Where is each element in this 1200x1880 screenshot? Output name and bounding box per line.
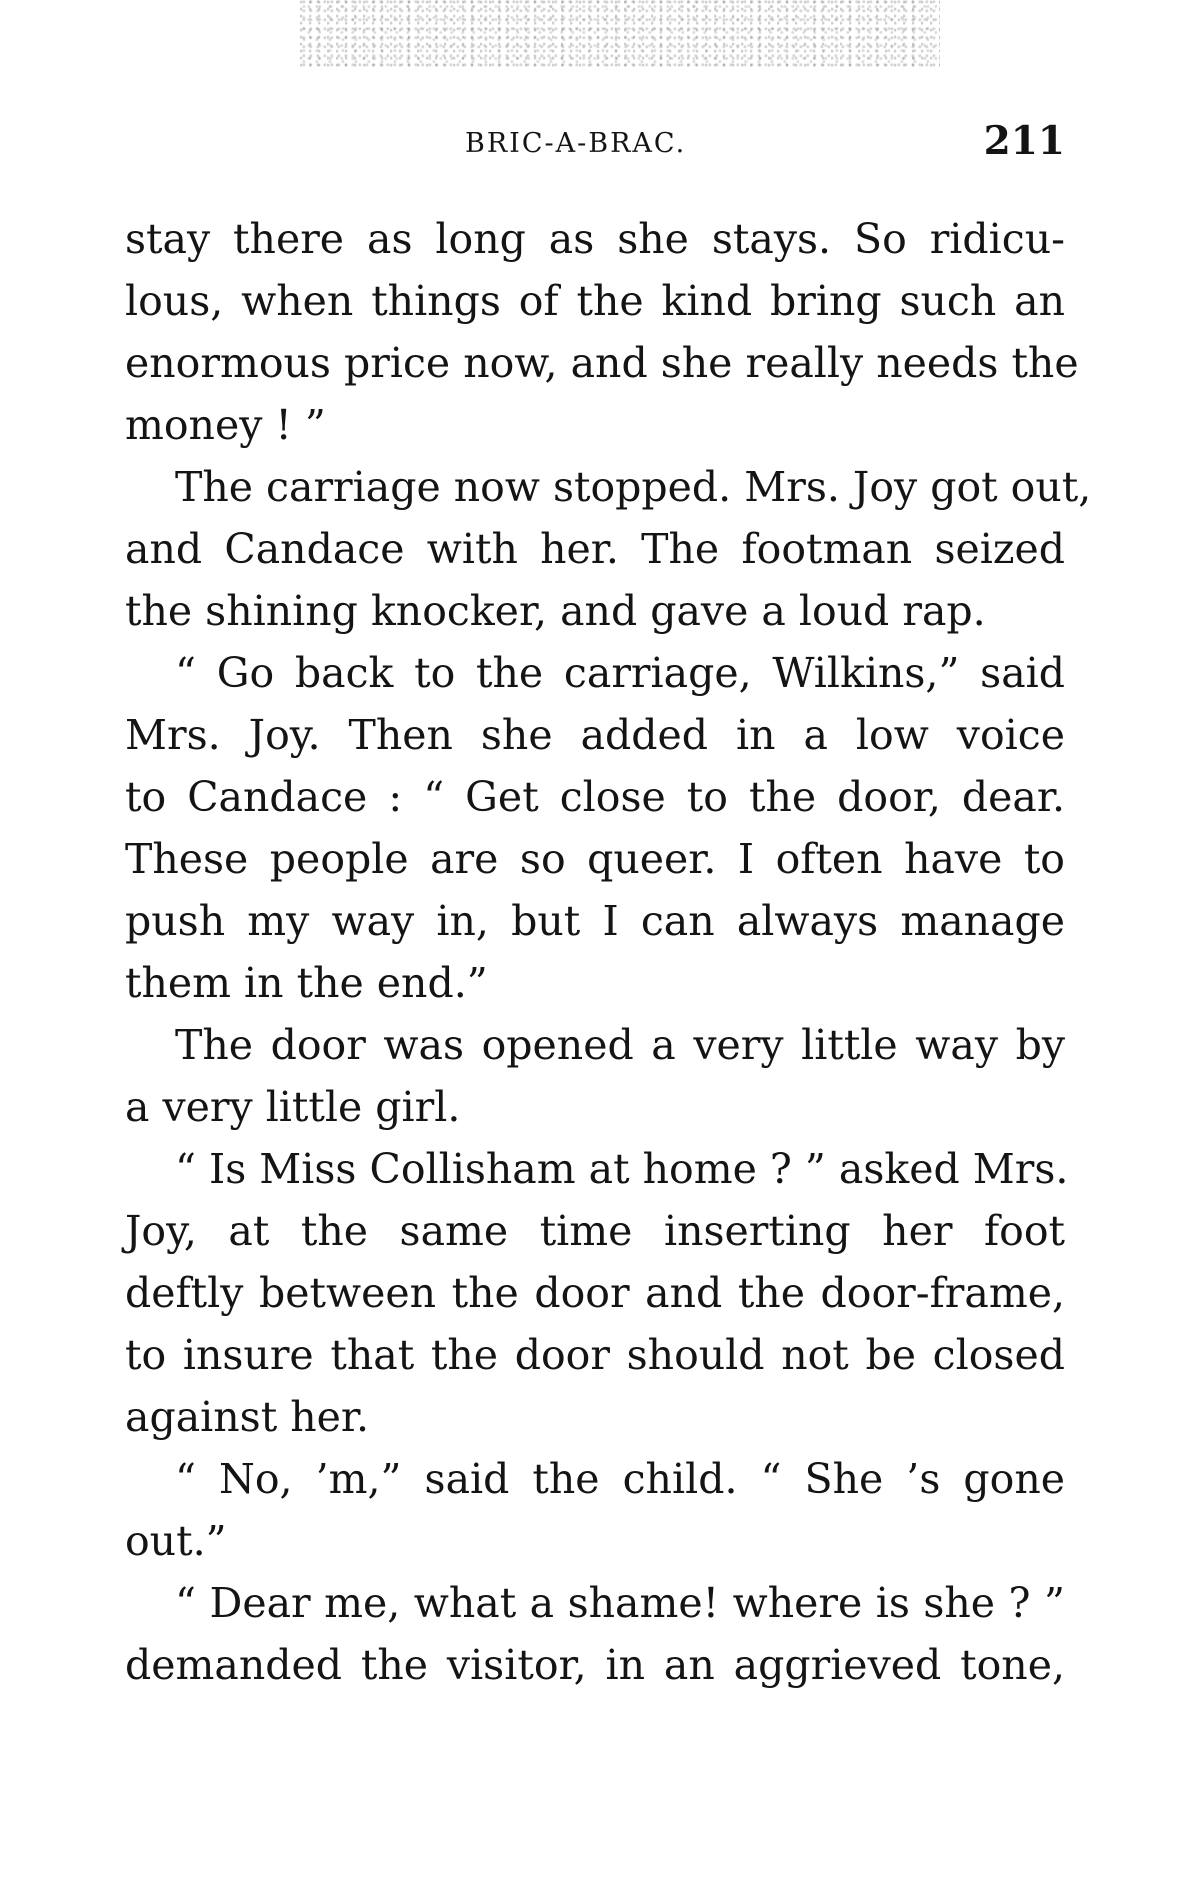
text-line: These people are so queer. I often have to (125, 835, 1065, 883)
page-number: 211 (983, 118, 1065, 164)
text-line: to insure that the door should not be closed (125, 1331, 1065, 1379)
text-line: demanded the visitor, in an aggrieved tone, (125, 1641, 1065, 1689)
text-line: Mrs. Joy. Then she added in a low voice (125, 711, 1065, 759)
text-line: to Candace : “ Get close to the door, dear. (125, 773, 1065, 821)
text-line: lous, when things of the kind bring such an (125, 277, 1065, 325)
text-line: enormous price now, and she really needs the (125, 339, 1079, 387)
text-line: out.” (125, 1517, 227, 1565)
text-line: and Candace with her. The footman seized (125, 525, 1065, 573)
text-line: the shining knocker, and gave a loud rap. (125, 587, 986, 635)
text-line: “ Is Miss Collisham at home ? ” asked Mrs. (175, 1145, 1069, 1193)
text-line: deftly between the door and the door-frame, (125, 1269, 1065, 1317)
text-line: a very little girl. (125, 1083, 461, 1131)
text-line: “ Go back to the carriage, Wilkins,” said (175, 649, 1065, 697)
text-line: The door was opened a very little way by (175, 1021, 1065, 1069)
page-header (125, 118, 1065, 168)
body-text (125, 208, 1092, 1696)
text-line: against her. (125, 1393, 369, 1441)
text-line: them in the end.” (125, 959, 488, 1007)
text-line: The carriage now stopped. Mrs. Joy got out, (175, 463, 1092, 511)
text-line: push my way in, but I can always manage (125, 897, 1065, 945)
text-line: “ No, ’m,” said the child. “ She ’s gone (175, 1455, 1065, 1503)
text-line: money ! ” (125, 401, 326, 449)
text-line: stay there as long as she stays. So ridicu- (125, 215, 1065, 263)
print-speckle-decoration (300, 0, 940, 70)
text-line: Joy, at the same time inserting her foot (125, 1207, 1065, 1255)
text-line: “ Dear me, what a shame! where is she ? ” (175, 1579, 1065, 1627)
running-head: BRIC-A-BRAC. (465, 128, 687, 159)
